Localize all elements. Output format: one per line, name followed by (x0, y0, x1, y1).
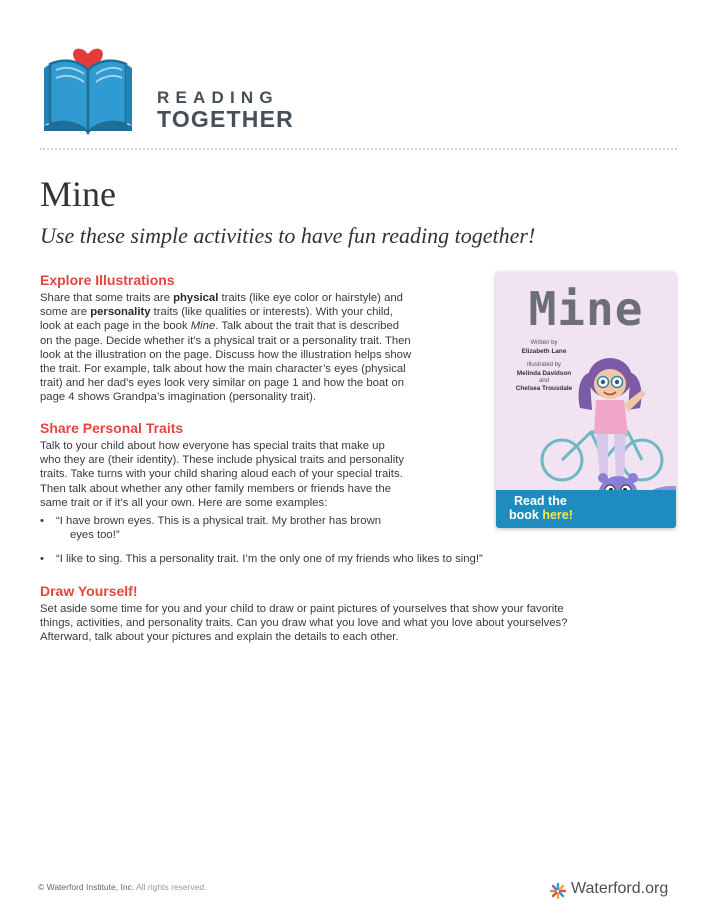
read-book-here-link[interactable]: here! (542, 508, 573, 522)
share-line: Then talk about whether any other family members or friends have the (40, 482, 392, 495)
section-heading-draw: Draw Yourself! (40, 583, 138, 599)
explore-paragraph (40, 291, 480, 405)
share-paragraph (40, 439, 480, 510)
explore-line: trait) and her dad’s eyes look very similar on page 1 and how the boat on (40, 377, 405, 390)
book-cover-link[interactable] (496, 272, 676, 528)
section-heading-explore: Explore Illustrations (40, 272, 175, 288)
page-subtitle: Use these simple activities to have fun reading together! (40, 223, 536, 248)
explore-line: page 4 shows Grandpa’s imagination (personality trait). (40, 391, 317, 404)
bullet-line: “I have brown eyes. This is a physical trait. My brother has brown (56, 515, 382, 527)
share-line: same trait or if it’s all your own. Here are some examples: (40, 496, 328, 509)
explore-line: on the page. Decide whether it’s a physical trait or a personality trait. Then (40, 334, 411, 347)
example-bullet (40, 514, 456, 542)
page-title: Mine (40, 174, 116, 214)
draw-line: Afterward, talk about your pictures and explain the details to each other. (40, 631, 399, 644)
cover-illustrator-1: Melinda Davidson (516, 370, 572, 377)
read-book-cta-line2[interactable]: book here! (509, 508, 573, 522)
copyright: © Waterford Institute, Inc. All rights reserved. (38, 882, 207, 892)
book-heart-icon (38, 36, 142, 136)
explore-line: look at the illustration on the page. Discuss how the illustration helps show (40, 348, 412, 361)
brand-line2: TOGETHER (157, 106, 294, 132)
bullet-line: “I like to sing. This a personality trait. I’m the only one of my friends who likes to sing!” (56, 553, 483, 565)
cover-illustrated-by: Illustrated by (526, 362, 562, 368)
dotted-divider (40, 148, 677, 150)
cover-and: and (538, 378, 549, 384)
brand-wordmark (157, 88, 294, 131)
cover-illustrator-2: Chelsea Trousdale (515, 385, 573, 392)
waterford-logo-icon (548, 881, 568, 901)
bullet-dot: • (40, 553, 44, 565)
example-bullet (40, 552, 616, 566)
share-line: traits. Take turns with your child sharing aloud each of your special traits. (40, 468, 403, 481)
brand-line1: READING (157, 88, 279, 107)
draw-line: Set aside some time for you and your child to draw or paint pictures of yourselves that show your favorite (40, 603, 564, 615)
bullet-line: eyes too!” (70, 529, 120, 542)
explore-line: some are personality traits (like qualities or interests). With your child, (40, 306, 393, 319)
waterford-site-link[interactable]: Waterford.org (571, 880, 669, 897)
read-book-cta-line1[interactable]: Read the (514, 494, 567, 508)
cover-title: Mine (528, 282, 644, 336)
bullet-dot: • (40, 515, 44, 527)
draw-line: things, activities, and personality traits. Can you draw what you love and what you love about yourselves? (40, 617, 568, 630)
cover-author: Elizabeth Lane (521, 348, 567, 355)
explore-line: look at each page in the book Mine. Talk about the trait that is described (40, 320, 400, 333)
cover-written-by: Written by (530, 340, 558, 346)
share-line: Talk to your child about how everyone has special traits that make up (40, 440, 385, 452)
explore-line: the trait. For example, talk about how the main character’s eyes (physical (40, 363, 406, 376)
draw-paragraph (40, 602, 680, 645)
share-line: who they are (their identity). These include physical traits and personality (40, 454, 404, 467)
section-heading-share: Share Personal Traits (40, 420, 184, 436)
explore-line: Share that some traits are physical traits (like eye color or hairstyle) and (40, 292, 403, 304)
